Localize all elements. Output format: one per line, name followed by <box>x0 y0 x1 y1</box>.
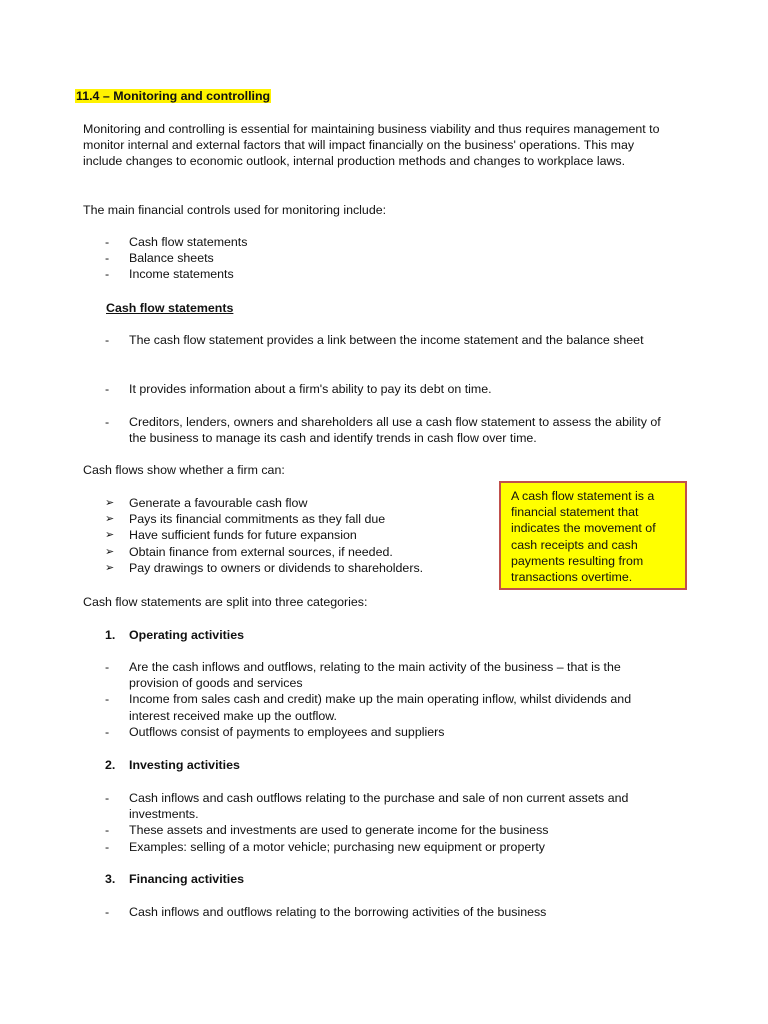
categories-intro: Cash flow statements are split into three categories: <box>83 595 368 609</box>
controls-list <box>83 234 247 283</box>
list-item: - Outflows consist of payments to employees and suppliers <box>105 724 445 739</box>
cfs-point: - It provides information about a firm's ability to pay its debt on time. <box>105 382 492 396</box>
section-heading: 11.4 – Monitoring and controlling <box>76 89 271 103</box>
cfs-subheading: Cash flow statements <box>106 301 234 315</box>
definition-callout: A cash flow statement is a financial statement that indicates the movement of cash receipts and cash payments resulting from transactions overtime. <box>499 481 687 590</box>
list-item: - Cash inflows and outflows relating to the borrowing activities of the business <box>105 905 547 919</box>
list-item: - Income from sales cash and credit) make up the main operating inflow, whilst dividends and interest received make up the outflow. <box>105 692 632 723</box>
list-item: - Balance sheets <box>105 251 214 266</box>
list-item: ➢ Generate a favourable cash flow <box>105 496 308 510</box>
list-item: - These assets and investments are used to generate income for the business <box>105 823 549 838</box>
investing-title: 2. Investing activities <box>105 758 240 772</box>
list-item: - Examples: selling of a motor vehicle; purchasing new equipment or property <box>105 839 545 854</box>
financing-points <box>83 904 668 920</box>
intro-paragraph: Monitoring and controlling is essential for maintaining business viability and thus requires management to monitor internal and external factors that will impact financially on the business' operations. This may include changes to economic outlook, internal production methods and changes to workplace laws. <box>83 122 660 169</box>
list-item: ➢ Pay drawings to owners or dividends to shareholders. <box>105 560 424 575</box>
arrow-bullet-icon: ➢ <box>105 545 115 558</box>
list-item: - Are the cash inflows and outflows, relating to the main activity of the business – that is the provision of goods and services <box>105 660 621 691</box>
list-item: - Cash flow statements <box>105 235 248 249</box>
list-item: ➢ Pays its financial commitments as they fall due <box>105 512 386 527</box>
financing-title: 3. Financing activities <box>105 872 244 886</box>
cfs-point: - The cash flow statement provides a link between the income statement and the balance sheet <box>105 333 644 347</box>
investing-points <box>83 790 668 855</box>
arrow-bullet-icon: ➢ <box>105 529 115 542</box>
cfs-point: - Creditors, lenders, owners and shareholders all use a cash flow statement to assess the ability of the business to manage its cash and identify trends in cash flow over time. <box>105 415 661 446</box>
list-item: ➢ Have sufficient funds for future expansion <box>105 528 357 543</box>
controls-intro: The main financial controls used for monitoring include: <box>83 203 387 217</box>
list-item: - Income statements <box>105 267 234 282</box>
arrow-bullet-icon: ➢ <box>105 513 115 526</box>
arrow-bullet-icon: ➢ <box>105 497 115 509</box>
operating-points <box>83 659 668 740</box>
cash-flows-intro: Cash flows show whether a firm can: <box>83 463 285 477</box>
list-item: - Cash inflows and cash outflows relating to the purchase and sale of non current assets and investments. <box>105 791 629 822</box>
operating-title: 1. Operating activities <box>105 628 244 642</box>
cash-flows-list <box>83 495 483 576</box>
arrow-bullet-icon: ➢ <box>105 561 115 574</box>
list-item: ➢ Obtain finance from external sources, if needed. <box>105 544 393 559</box>
